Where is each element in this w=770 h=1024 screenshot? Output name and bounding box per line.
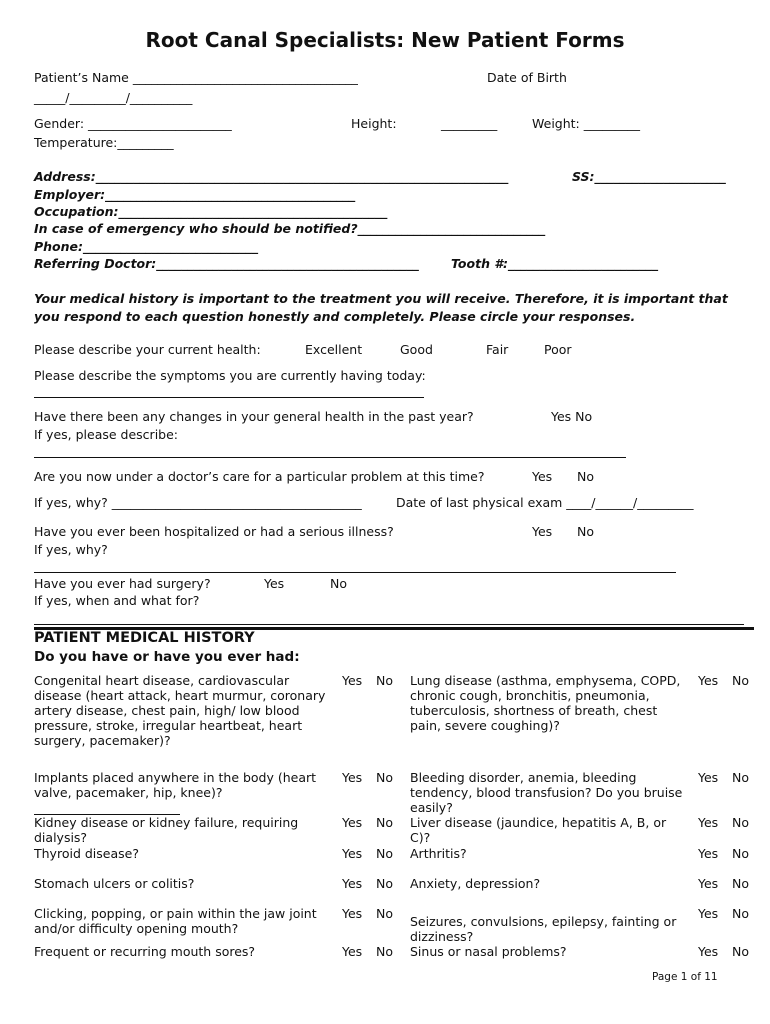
history-no[interactable]: No: [376, 846, 393, 861]
dob-label: Date of Birth: [487, 70, 567, 85]
history-no[interactable]: No: [732, 846, 749, 861]
history-no[interactable]: No: [376, 944, 393, 959]
health-changes-yes-no[interactable]: Yes No: [551, 409, 593, 424]
tooth-field[interactable]: Tooth #:________________________: [451, 256, 659, 271]
history-item-left: Thyroid disease?: [34, 846, 139, 861]
history-yes[interactable]: Yes: [342, 846, 363, 861]
employer-field[interactable]: Employer:________________________________________: [34, 187, 356, 202]
page-number: Page 1 of 11: [652, 971, 718, 983]
history-no[interactable]: No: [732, 876, 749, 891]
address-field[interactable]: Address:__________________________________________________________________: [34, 169, 509, 184]
history-yes[interactable]: Yes: [698, 876, 719, 891]
hospitalized-yes[interactable]: Yes: [532, 524, 553, 539]
history-heading: PATIENT MEDICAL HISTORY: [34, 630, 255, 646]
history-yes[interactable]: Yes: [698, 944, 719, 959]
history-item-left: Clicking, popping, or pain within the jaw joint and/or difficulty opening mouth?: [34, 906, 317, 936]
history-yes[interactable]: Yes: [342, 770, 363, 785]
phone-field[interactable]: Phone:____________________________: [34, 239, 259, 254]
history-no[interactable]: No: [376, 815, 393, 830]
symptoms-answer-line[interactable]: [34, 397, 424, 398]
surgery-question: Have you ever had surgery?: [34, 576, 211, 591]
history-item-left: Stomach ulcers or colitis?: [34, 876, 195, 891]
history-item-left: Implants placed anywhere in the body (heart valve, pacemaker, hip, knee)?: [34, 770, 317, 800]
history-item-left: Frequent or recurring mouth sores?: [34, 944, 256, 959]
history-yes[interactable]: Yes: [342, 815, 363, 830]
health-option-poor[interactable]: Poor: [544, 342, 572, 357]
notice-line-2: you respond to each question honestly and completely. Please circle your responses.: [34, 309, 636, 324]
history-subheading: Do you have or have you ever had:: [34, 649, 300, 665]
dob-field[interactable]: _____/_________/__________: [34, 90, 193, 105]
temperature-field[interactable]: Temperature:_________: [34, 135, 174, 150]
health-changes-question: Have there been any changes in your general health in the past year?: [34, 409, 474, 424]
history-yes[interactable]: Yes: [698, 770, 719, 785]
surgery-no[interactable]: No: [330, 576, 347, 591]
hospitalized-answer-line[interactable]: [34, 572, 676, 573]
health-option-fair[interactable]: Fair: [486, 342, 509, 357]
doctor-care-no[interactable]: No: [577, 469, 594, 484]
history-yes[interactable]: Yes: [342, 673, 363, 688]
history-no[interactable]: No: [732, 906, 749, 921]
history-no[interactable]: No: [376, 876, 393, 891]
current-health-question: Please describe your current health:: [34, 342, 261, 357]
history-no[interactable]: No: [376, 770, 393, 785]
last-physical-exam-field[interactable]: Date of last physical exam ____/______/_________: [396, 495, 694, 510]
history-no[interactable]: No: [376, 673, 393, 688]
health-option-excellent[interactable]: Excellent: [305, 342, 363, 357]
emergency-contact-field[interactable]: In case of emergency who should be notified?______________________________: [34, 221, 546, 236]
history-yes[interactable]: Yes: [698, 815, 719, 830]
surgery-yes[interactable]: Yes: [264, 576, 285, 591]
doctor-care-yes[interactable]: Yes: [532, 469, 553, 484]
occupation-field[interactable]: Occupation:___________________________________________: [34, 204, 388, 219]
symptoms-question: Please describe the symptoms you are currently having today:: [34, 368, 426, 383]
history-item-right: Seizures, convulsions, epilepsy, fainting or dizziness?: [410, 914, 677, 944]
history-item-right: Bleeding disorder, anemia, bleeding tendency, blood transfusion? Do you bruise easily?: [410, 770, 683, 815]
doctor-care-why-field[interactable]: If yes, why? ________________________________________: [34, 495, 362, 510]
history-yes[interactable]: Yes: [698, 906, 719, 921]
history-no[interactable]: No: [732, 673, 749, 688]
history-item-right: Anxiety, depression?: [410, 876, 541, 891]
history-item-right: Lung disease (asthma, emphysema, COPD, chronic cough, bronchitis, pneumonia, tuberculosis, shortness of breath, chest pain, severe coughing)?: [410, 673, 681, 733]
history-yes[interactable]: Yes: [342, 944, 363, 959]
height-label: Height:: [351, 116, 397, 131]
history-yes[interactable]: Yes: [698, 846, 719, 861]
history-item-left: Kidney disease or kidney failure, requiring dialysis?: [34, 815, 299, 845]
hospitalized-no[interactable]: No: [577, 524, 594, 539]
hospitalized-why: If yes, why?: [34, 542, 108, 557]
weight-field[interactable]: Weight: _________: [532, 116, 640, 131]
height-field[interactable]: _________: [441, 116, 498, 131]
doctor-care-question: Are you now under a doctor’s care for a particular problem at this time?: [34, 469, 485, 484]
page-title: Root Canal Specialists: New Patient Forms: [145, 28, 625, 52]
history-item-left: Congenital heart disease, cardiovascular disease (heart attack, heart murmur, coronary artery disease, chest pain, high/ low blood pressure, stroke, irregular heartbeat, heart surgery, pacemaker)?: [34, 673, 326, 748]
history-no[interactable]: No: [732, 944, 749, 959]
history-no[interactable]: No: [732, 770, 749, 785]
health-option-good[interactable]: Good: [400, 342, 433, 357]
surgery-answer-line[interactable]: [34, 624, 744, 625]
history-yes[interactable]: Yes: [342, 876, 363, 891]
surgery-when: If yes, when and what for?: [34, 593, 200, 608]
patient-name-field[interactable]: Patient’s Name ____________________________________: [34, 70, 358, 85]
history-yes[interactable]: Yes: [342, 906, 363, 921]
hospitalized-question: Have you ever been hospitalized or had a serious illness?: [34, 524, 394, 539]
history-yes[interactable]: Yes: [698, 673, 719, 688]
notice-line-1: Your medical history is important to the treatment you will receive. Therefore, it is important that: [34, 291, 728, 306]
gender-field[interactable]: Gender: _______________________: [34, 116, 232, 131]
history-no[interactable]: No: [732, 815, 749, 830]
health-changes-describe: If yes, please describe:: [34, 427, 179, 442]
history-item-right: Liver disease (jaundice, hepatitis A, B, or C)?: [410, 815, 667, 845]
health-changes-answer-line[interactable]: [34, 457, 626, 458]
history-no[interactable]: No: [376, 906, 393, 921]
ss-field[interactable]: SS:_____________________: [572, 169, 726, 184]
referring-doctor-field[interactable]: Referring Doctor:__________________________________________: [34, 256, 419, 271]
history-item-right: Sinus or nasal problems?: [410, 944, 567, 959]
history-item-right: Arthritis?: [410, 846, 467, 861]
